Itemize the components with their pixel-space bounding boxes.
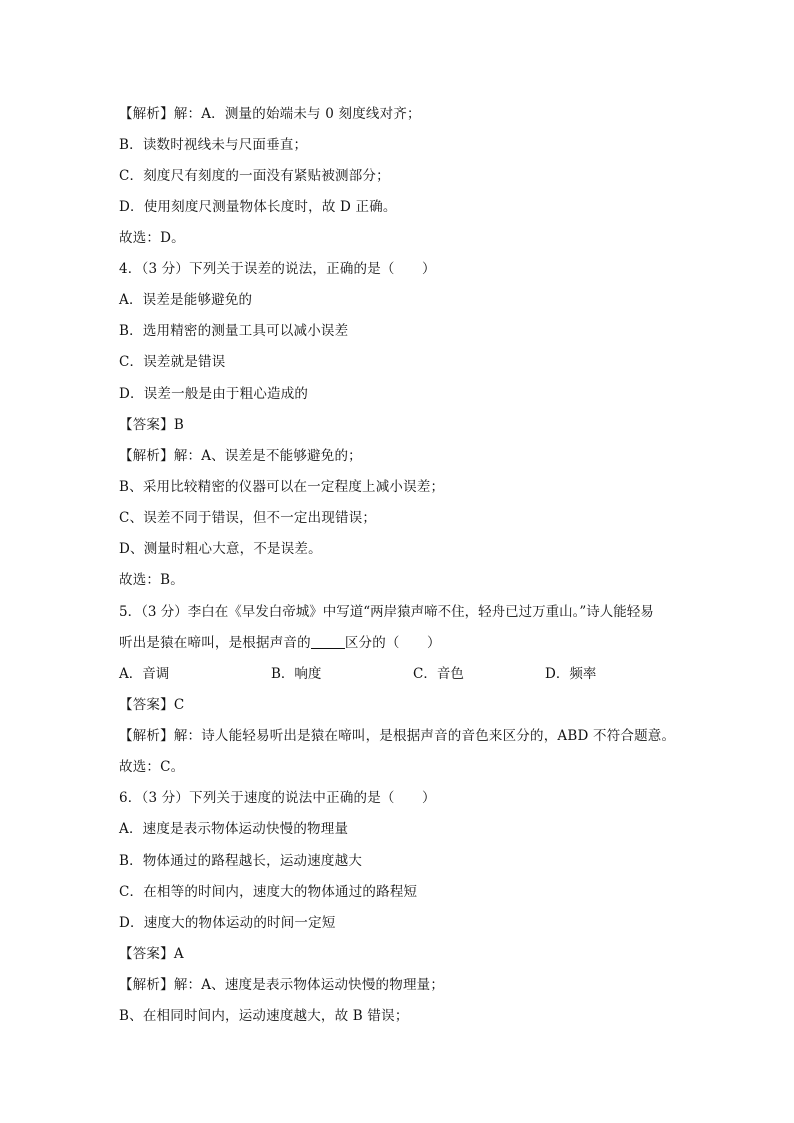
analysis-tag: 【解析】 — [119, 106, 174, 122]
q4-option-b: B．选用精密的测量工具可以减小误差 — [119, 323, 349, 339]
q5-option-b: B．响度 — [271, 666, 322, 682]
q6-option-b: B．物体通过的路程越长，运动速度越大 — [119, 853, 363, 869]
q5-stem-line-1: 5．（3 分）李白在《早发白帝城》中写道“两岸猿声啼不住，轻舟已过万重山。”诗人能轻易 — [119, 604, 654, 620]
q4-option-c: C．误差就是错误 — [119, 354, 226, 370]
q3-analysis-line-3: C．刻度尺有刻度的一面没有紧贴被测部分； — [119, 168, 390, 184]
q6-option-d: D．速度大的物体运动的时间一定短 — [119, 915, 336, 931]
q4-stem: 4．（3 分）下列关于误差的说法，正确的是（ ） — [119, 261, 436, 277]
fill-in-blank — [311, 636, 345, 649]
q5-choice: 故选：C。 — [119, 759, 185, 775]
q3-choice: 故选：D。 — [119, 230, 185, 246]
q4-choice: 故选：B。 — [119, 572, 184, 588]
q5-stem-line-2: 听出是猿在啼叫，是根据声音的 区分的（ ） — [119, 635, 441, 651]
q5-option-a: A．音调 — [119, 666, 170, 682]
q4-option-d: D．误差一般是由于粗心造成的 — [119, 386, 309, 402]
q5-option-c: C．音色 — [413, 666, 464, 682]
q6-analysis-line-2: B、在相同时间内，运动速度越大，故 B 错误； — [119, 1008, 409, 1024]
q6-option-a: A．速度是表示物体运动快慢的物理量 — [119, 821, 349, 837]
q4-analysis-line-1: 【解析】解：A、误差是不能够避免的； — [119, 448, 362, 464]
q4-analysis-line-4: D、测量时粗心大意，不是误差。 — [119, 541, 322, 557]
q4-analysis-line-3: C、误差不同于错误，但不一定出现错误； — [119, 510, 377, 526]
q5-analysis-line-1: 【解析】解：诗人能轻易听出是猿在啼叫，是根据声音的音色来区分的，ABD 不符合题意。 — [119, 728, 676, 744]
q4-analysis-line-2: B、采用比较精密的仪器可以在一定程度上减小误差； — [119, 479, 445, 495]
q3-analysis-line-2: B．读数时视线未与尺面垂直； — [119, 137, 308, 153]
q3-analysis-line-4: D．使用刻度尺测量物体长度时，故 D 正确。 — [119, 199, 397, 215]
q6-stem: 6．（3 分）下列关于速度的说法中正确的是（ ） — [119, 790, 436, 806]
q6-option-c: C．在相等的时间内，速度大的物体通过的路程短 — [119, 884, 418, 900]
q6-answer: 【答案】A — [119, 946, 184, 962]
q5-option-d: D．频率 — [545, 666, 597, 682]
q4-option-a: A．误差是能够避免的 — [119, 292, 253, 308]
q3-analysis-line-1: 【解析】解：A．测量的始端未与 0 刻度线对齐； — [119, 106, 421, 122]
q5-answer: 【答案】C — [119, 697, 185, 713]
q4-answer: 【答案】B — [119, 417, 184, 433]
q6-analysis-line-1: 【解析】解：A、速度是表示物体运动快慢的物理量； — [119, 977, 445, 993]
